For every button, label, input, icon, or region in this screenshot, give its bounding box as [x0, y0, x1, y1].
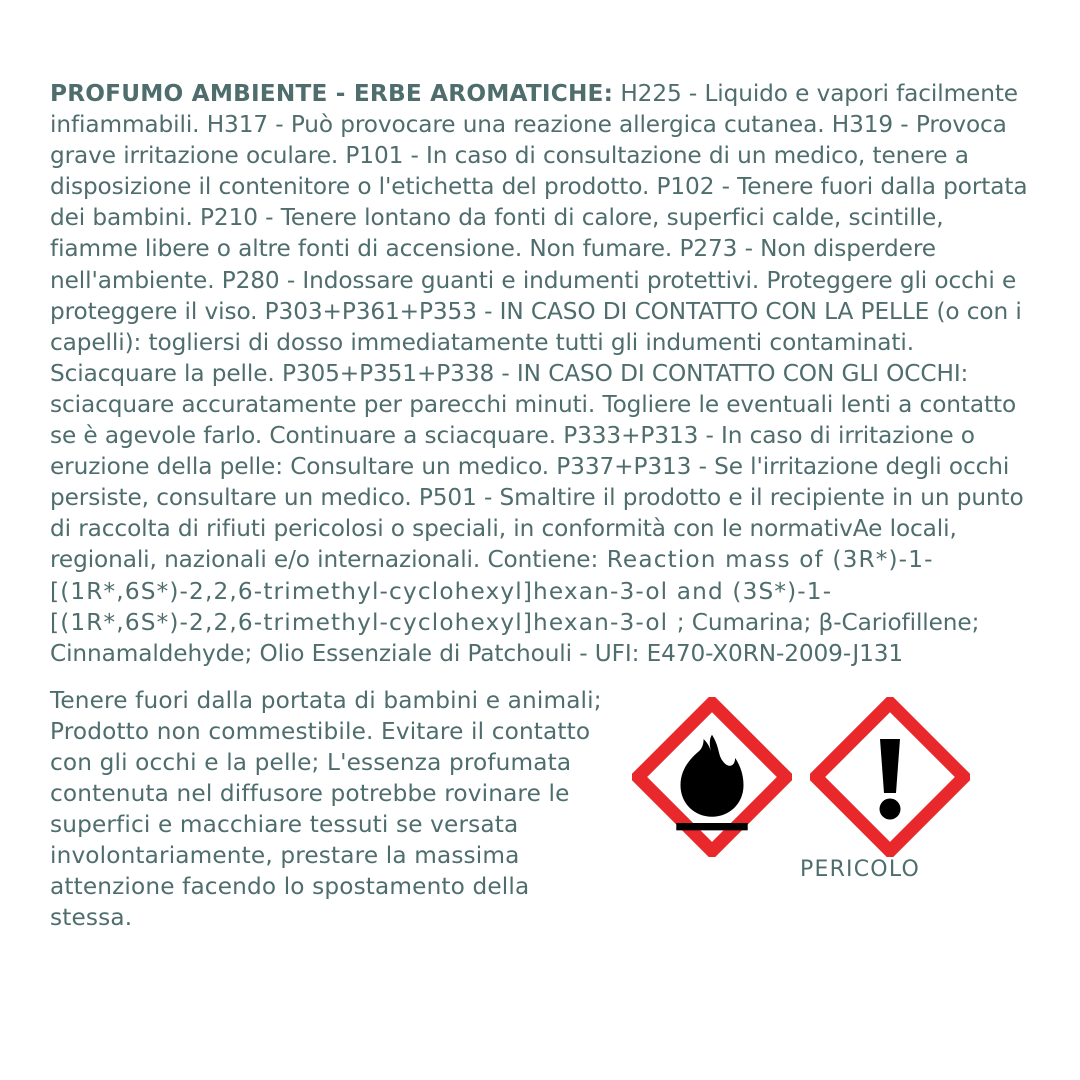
hazard-statements: H225 - Liquido e vapori facilmente infiammabili. H317 - Può provocare una reazione allergica cutanea. H319 - Provoca grave irritazione oculare. P101 - In caso di consultazione di un medico, tenere a disposizione il contenitore o l'etichetta del prodotto. P102 - Tenere fuori dalla portata dei bambini. P210 - Tenere lontano da fonti di calore, superfici calde, scintille, fiamme libere o altre fonti di accensione. Non fumare. P273 - Non disperdere nell'ambiente. P280 - Indossare guanti e indumenti protettivi. Proteggere gli occhi e proteggere il viso. P303+P361+P353 - IN CASO DI CONTATTO CON LA PELLE (o con i capelli): togliersi di dosso immediatamente tutti gli indumenti contaminati. Sciacquare la pelle. P305+P351+P338 - IN CASO DI CONTATTO CON GLI OCCHI: sciacquare accuratamente per parecchi minuti. Togliere le eventuali lenti a contatto se è agevole farlo. Continuare a sciacquare. P333+P313 - In caso di irritazione o eruzione della pelle: Consultare un medico. P337+P313 - Se l'irritazione degli occhi persiste, consultare un medico. P501 - Smaltire il prodotto e il recipiente in un punto di raccolta di rifiuti pericolosi o speciali, in conformità con le normativAe locali, regionali, nazionali e/o internazionali.	[50, 80, 1028, 574]
chemical-names: Reaction mass of (3R*)-1-[(1R*,6S*)-2,2,6-trimethyl-cyclohexyl]hexan-3-ol and (3S*)-1-[(1R*,6S*)-2,2,6-trimethyl-cyclohexyl]hexan-3-ol	[50, 546, 934, 636]
contains-prefix: Contiene:	[487, 546, 599, 574]
signal-word: PERICOLO	[800, 856, 921, 882]
allergens-and-ufi: ; Cumarina; β-Cariofillene; Cinnamaldehyde; Olio Essenziale di Patchouli - UFI: E470-X0RN-2009-J131	[50, 608, 980, 667]
flame-pictogram	[632, 697, 792, 857]
pictogram-group	[610, 685, 1028, 882]
hazard-paragraph	[50, 78, 1028, 669]
lower-section	[50, 685, 1028, 934]
product-name: PROFUMO AMBIENTE - ERBE AROMATICHE:	[50, 80, 614, 107]
warning-text: Tenere fuori dalla portata di bambini e animali; Prodotto non commestibile. Evitare il contatto con gli occhi e la pelle; L'essenza profumata contenuta nel diffusore potrebbe rovinare le superfici e macchiare tessuti se versata involontariamente, prestare la massima attenzione facendo lo spostamento della stessa.	[50, 686, 602, 932]
exclamation-mark-pictogram	[810, 697, 970, 857]
